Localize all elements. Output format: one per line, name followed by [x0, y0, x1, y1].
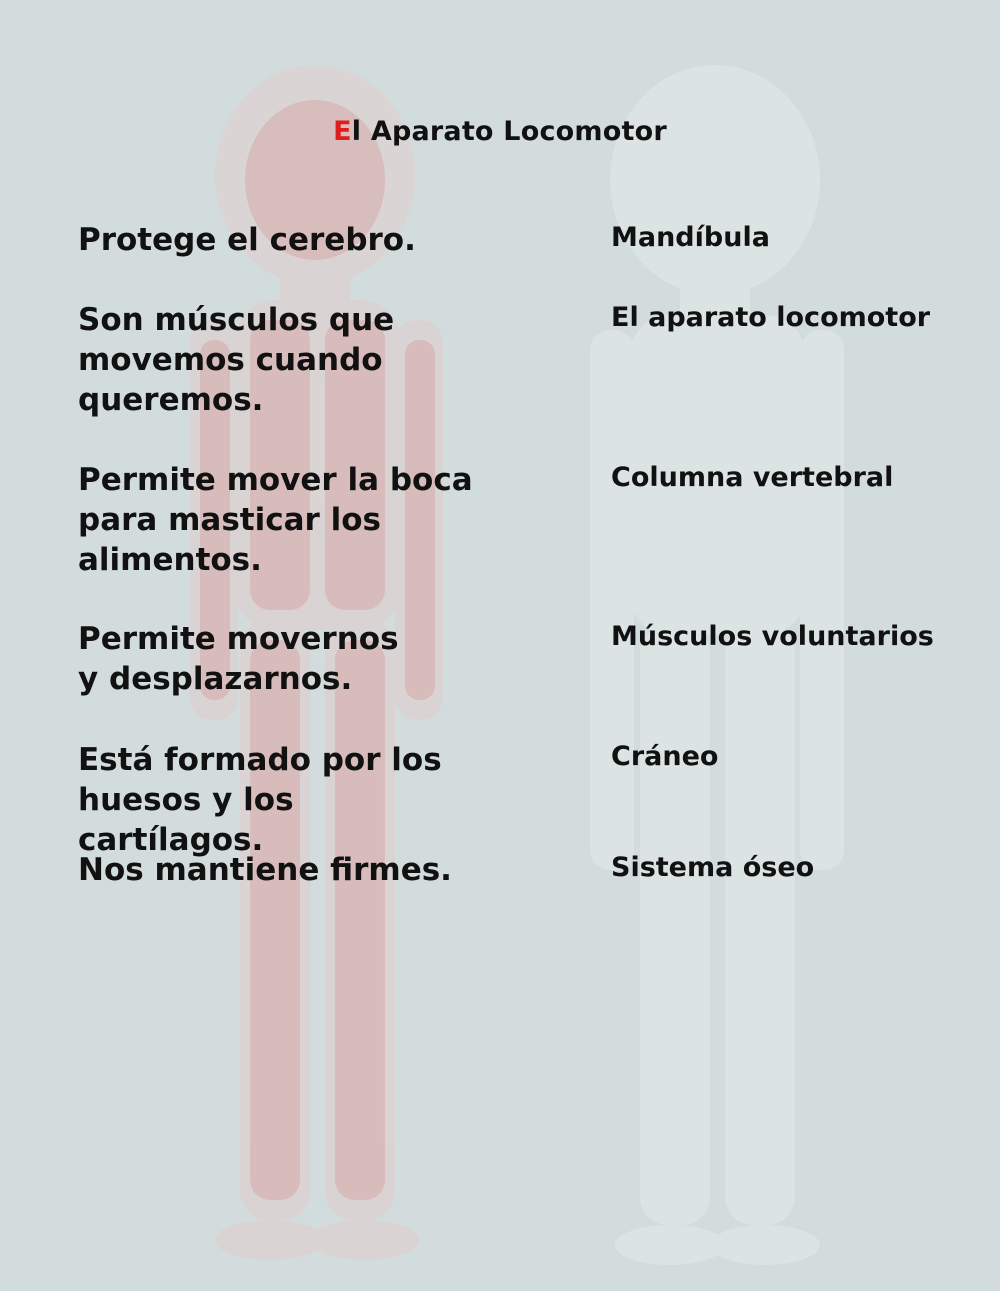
- clue-6: Nos mantiene firmes.: [78, 852, 452, 888]
- answer-6: Sistema óseo: [611, 852, 815, 883]
- answer-3: Columna vertebral: [611, 462, 894, 493]
- answer-1: Mandíbula: [611, 222, 770, 253]
- answer-4: Músculos voluntarios: [611, 621, 934, 652]
- clue-3: Permite mover la boca para masticar los alimentos.: [78, 462, 473, 578]
- clue-5: Está formado por los huesos y los cartílagos.: [78, 742, 442, 858]
- page-title: [0, 116, 1000, 147]
- title-rest: l Aparato Locomotor: [351, 116, 667, 147]
- title-first-letter: E: [333, 116, 352, 147]
- clue-2: Son músculos que movemos cuando queremos.: [78, 302, 395, 418]
- clue-4: Permite movernos y desplazarnos.: [78, 621, 399, 697]
- answer-5: Cráneo: [611, 741, 719, 772]
- clue-1: Protege el cerebro.: [78, 222, 416, 258]
- answer-2: El aparato locomotor: [611, 302, 931, 333]
